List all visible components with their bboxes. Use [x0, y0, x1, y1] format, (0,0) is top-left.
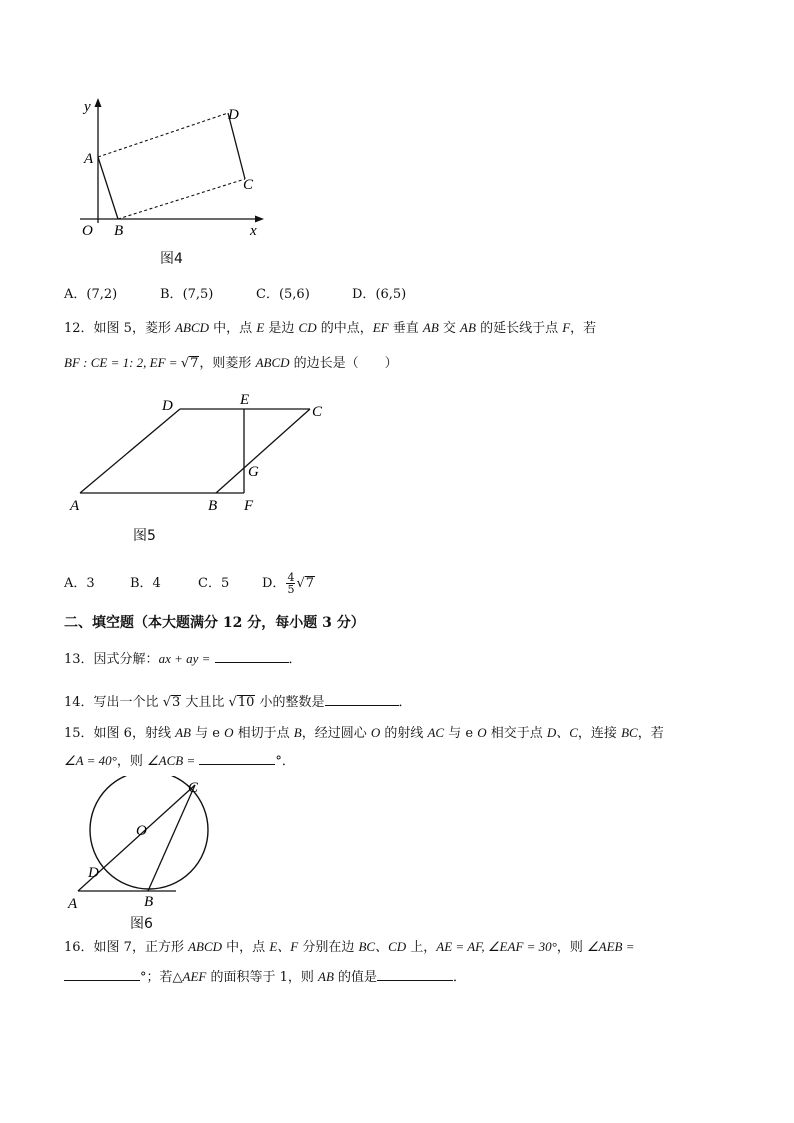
q13: 13．因式分解：ax + ay = ． — [64, 648, 302, 669]
dashed-bc — [118, 179, 245, 219]
label-o: O — [136, 823, 147, 839]
q12-options — [64, 572, 315, 595]
q11-option-b[interactable]: B．(7,5) — [160, 287, 214, 302]
label-a: A — [70, 498, 80, 514]
q11-option-c[interactable]: C．(5,6) — [256, 287, 310, 302]
figure-4-caption: 图4 — [160, 251, 183, 267]
label-c: C — [243, 177, 254, 193]
label-d: D — [88, 865, 99, 881]
q12-option-c[interactable]: C．5 — [198, 576, 230, 591]
label-y: y — [84, 99, 91, 115]
section-2-title: 二、填空题（本大题满分 12 分，每小题 3 分） — [64, 615, 365, 631]
q12-option-d[interactable]: D． $\frac{4}{5}$ √7 — [262, 571, 315, 596]
label-e: E — [240, 392, 250, 408]
label-g: G — [248, 464, 259, 480]
label-b: B — [114, 223, 124, 239]
dashed-ad — [98, 113, 228, 157]
rhombus-bc — [216, 409, 310, 493]
q12-line2: BF : CE = 1: 2, EF = √7，则菱形 ABCD 的边长是（ ） — [64, 355, 398, 371]
figure-5 — [66, 392, 346, 522]
label-a: A — [68, 896, 78, 912]
label-c: C — [312, 404, 323, 420]
q15-answer-blank[interactable] — [199, 750, 275, 765]
x-axis-arrow — [255, 216, 264, 223]
label-d: D — [162, 398, 173, 414]
q16-line2: °；若△AEF 的面积等于 1，则 AB 的值是 ． — [64, 966, 466, 987]
q14: 14．写出一个比 √3 大且比 √10 小的整数是 ． — [64, 691, 412, 712]
label-b: B — [144, 894, 154, 910]
label-d: D — [228, 107, 239, 123]
q12-line1: 12．如图 5，菱形 ABCD 中，点 E 是边 CD 的中点，EF 垂直 AB 交 AB 的延长线于点 F，若 — [64, 320, 597, 336]
y-axis-arrow — [95, 98, 102, 107]
q15-line2: ∠A = 40°，则 ∠ACB = °． — [64, 750, 295, 771]
q11-option-d[interactable]: D．(6,5) — [352, 287, 407, 302]
figure-6-caption: 图6 — [130, 916, 153, 932]
figure-4 — [70, 95, 280, 245]
q12-option-a[interactable]: A．3 — [64, 576, 95, 591]
q13-answer-blank[interactable] — [215, 648, 289, 663]
q11-options — [64, 286, 448, 304]
label-o: O — [82, 223, 93, 239]
q15-line1: 15．如图 6，射线 AB 与 e O 相切于点 B，经过圆心 O 的射线 AC 与 e O 相交于点 D、C，连接 BC，若 — [64, 725, 664, 741]
figure-5-caption: 图5 — [133, 528, 156, 544]
segment-ab — [98, 157, 118, 219]
q16-line1: 16．如图 7，正方形 ABCD 中，点 E、F 分别在边 BC、CD 上，AE = AF, ∠EAF = 30°，则 ∠AEB = — [64, 939, 635, 955]
figure-6 — [62, 776, 232, 916]
q16-answer-blank-2[interactable] — [377, 966, 453, 981]
label-f: F — [244, 498, 254, 514]
q12-option-b[interactable]: B．4 — [130, 576, 161, 591]
q16-answer-blank-1[interactable] — [64, 966, 140, 981]
rhombus-da — [80, 409, 180, 493]
label-x: x — [250, 223, 257, 239]
label-a: A — [84, 151, 94, 167]
q11-option-a[interactable]: A．(7,2) — [64, 287, 118, 302]
label-b: B — [208, 498, 218, 514]
label-c: C — [188, 780, 199, 796]
q14-answer-blank[interactable] — [325, 691, 399, 706]
